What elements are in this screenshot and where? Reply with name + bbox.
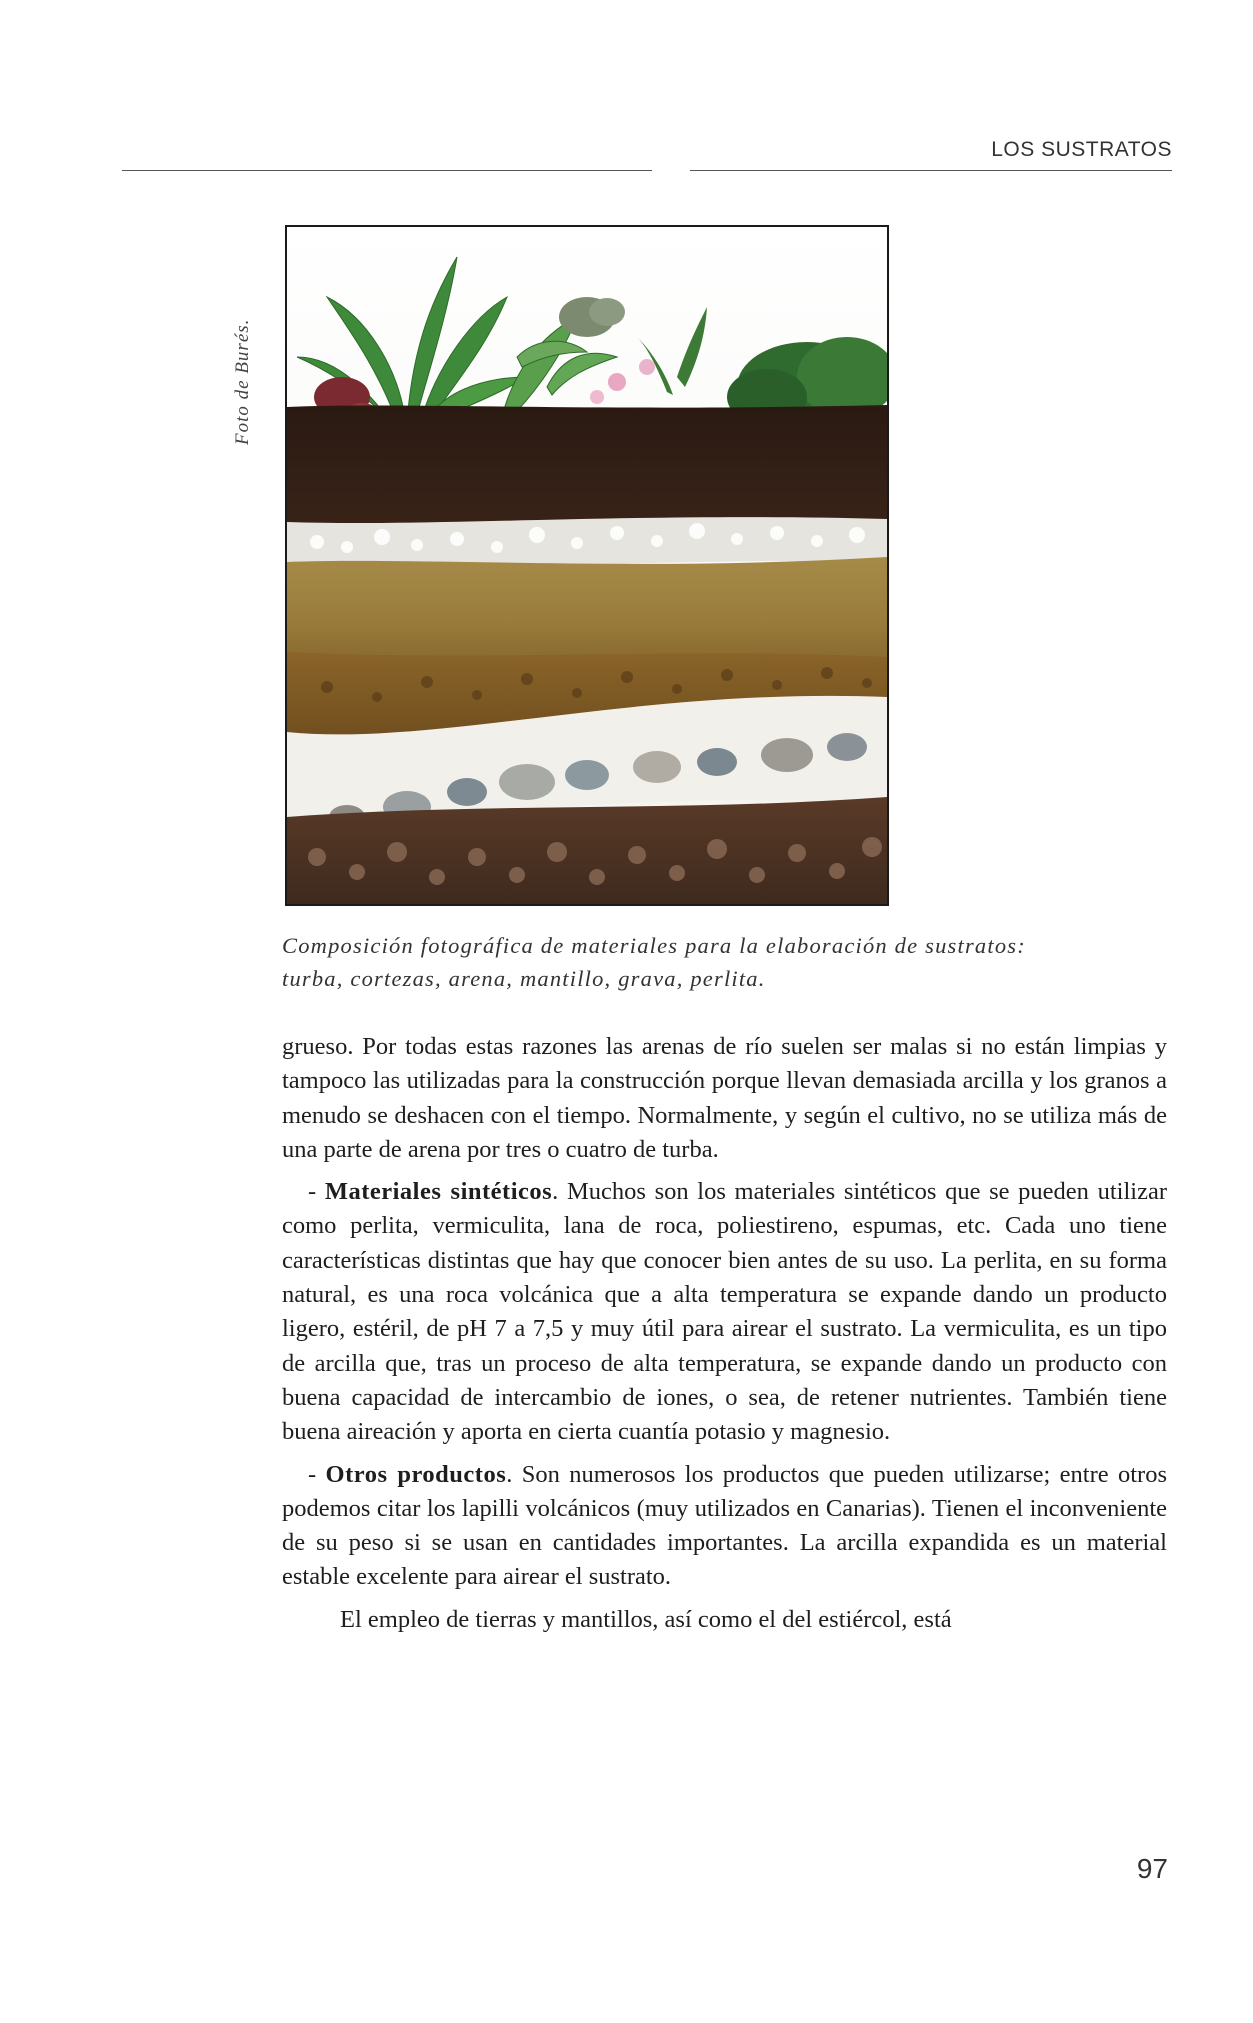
header-rule-left xyxy=(122,170,652,171)
page-number: 97 xyxy=(1136,1853,1168,1884)
paragraph-empleo-tierras: El empleo de tierras y mantillos, así como el del estiércol, está xyxy=(340,1605,952,1633)
term-otros-productos: Otros productos xyxy=(325,1460,507,1488)
paragraph-arena: grueso. Por todas estas razones las arenas de río suelen ser malas si no están limpias y tampoco las utilizadas para la construcción porque llevan demasiada arcilla y los granos a menudo se deshacen con el tiempo. Normalmente, y según el cultivo, no se utiliza más de una parte de arena por tres o cuatro de turba. xyxy=(282,1033,1167,1163)
paragraph-materiales-sinteticos xyxy=(282,1175,1167,1449)
bullet-dash: - xyxy=(308,1460,326,1488)
running-header: LOS SUSTRATOS xyxy=(991,138,1172,161)
paragraph-text: . Son numerosos los productos que pueden utilizarse; entre otros podemos citar los lapilli volcánicos (muy utilizados en Canarias). Tienen el inconveniente de su peso si se usan en cantidades importantes. La arcilla expandida es un material estable excelente para airear el sustrato. xyxy=(282,1460,1168,1591)
bullet-dash: - xyxy=(308,1178,325,1206)
header-rule-right xyxy=(690,170,1172,171)
figure-caption xyxy=(282,929,1162,995)
caption-line-1: Composición fotográfica de materiales para la elaboración de sustratos: xyxy=(282,933,1026,958)
caption-line-2: turba, cortezas, arena, mantillo, grava, perlita. xyxy=(282,966,766,991)
paragraph-text: . Muchos son los materiales sintéticos que se pueden utilizar como perlita, vermiculita, lana de roca, poliestireno, espumas, etc. Cada uno tiene características distintas que hay que conocer bien antes de su uso. La perlita, en su forma natural, es una roca volcánica que a alta temperatura se expande dando un producto ligero, estéril, de pH 7 a 7,5 y muy útil para airear el sustrato. La vermiculita, es un tipo de arcilla que, tras un proceso de alta temperatura, se expande dando un producto con buena capacidad de intercambio de iones, o sea, de retener nutrientes. También tiene buena aireación y aporta en cierta cuantía potasio y magnesio. xyxy=(282,1178,1167,1446)
term-materiales-sinteticos: Materiales sintéticos xyxy=(324,1178,553,1206)
substrate-layers-photo xyxy=(285,225,889,906)
photo-credit: Foto de Burés. xyxy=(232,318,253,445)
paragraph-otros-productos xyxy=(282,1458,1167,1595)
body-text xyxy=(282,1030,1167,1645)
